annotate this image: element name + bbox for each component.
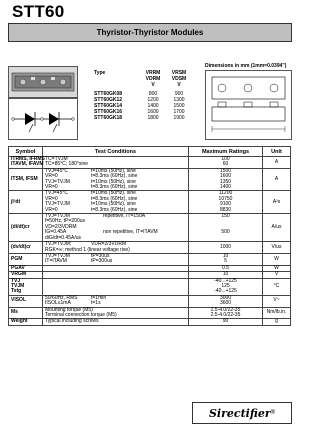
table-row <box>9 295 291 307</box>
table-row <box>9 253 291 265</box>
condition: VR=0 <box>45 206 58 213</box>
type-vrrm: 1800 <box>147 115 159 122</box>
condition-detail: tP=30us <box>91 252 110 259</box>
condition: Mounting torque (M5) <box>45 306 93 313</box>
condition-detail: VDR=2/3VDRM <box>91 241 127 248</box>
unit-blank <box>92 82 140 90</box>
value: -40...+125 <box>214 277 237 284</box>
condition: VR=0 <box>45 195 58 202</box>
condition: IT=ITAVM <box>45 258 67 265</box>
unit: g <box>263 319 291 325</box>
value: 100 <box>221 156 230 162</box>
value: 2.5-4.0/22-35 <box>210 311 241 318</box>
unit: W <box>263 253 291 265</box>
brand-name: Sirectifier <box>208 406 271 420</box>
circuit-diagram <box>8 98 78 140</box>
condition: RGK=∞; method 1 (linear voltage rise) <box>45 246 130 253</box>
value: 11200 <box>218 190 233 197</box>
dimension-drawing <box>205 70 292 140</box>
unit: A <box>263 168 291 191</box>
type-name: STT60GK16 <box>94 109 123 116</box>
max-ratings-header: Maximum Ratings <box>189 147 263 157</box>
ratings-table <box>8 146 291 326</box>
condition: TVJ=TVJM <box>45 213 70 220</box>
type-table <box>92 70 192 122</box>
type-vrsm: 1500 <box>173 103 185 110</box>
table-row <box>9 307 291 319</box>
table-row <box>9 168 291 191</box>
condition: IG=0.45A <box>45 229 67 236</box>
value: 10750 <box>218 195 233 202</box>
type-header: Type <box>94 70 106 76</box>
value: 9100 <box>219 201 232 208</box>
type-vrrm: 800 <box>148 90 158 97</box>
condition-detail: t=8.3ms (60Hz), sine <box>91 195 138 202</box>
unit: V <box>263 272 291 278</box>
value: 1600 <box>219 173 232 180</box>
condition-detail: t=1s <box>91 300 101 307</box>
condition: TVJ=TVJM <box>45 252 70 259</box>
symbol: ITSM, IFSM <box>11 175 38 182</box>
type-vrsm: 1900 <box>173 115 185 122</box>
type-vrrm: 1600 <box>147 109 159 116</box>
condition: TVJ=TVJM <box>45 201 70 208</box>
dimensions-note: Dimensions in mm (1mm=0.0394") <box>205 63 287 69</box>
unit-header: Unit <box>263 147 291 157</box>
table-row <box>9 191 291 214</box>
value: 125 <box>221 282 230 289</box>
symbol: (dv/dt)cr <box>11 243 31 250</box>
value: 5 <box>224 258 227 265</box>
vdsm-header: VDSM <box>171 76 187 83</box>
condition-detail: t=10ms (50Hz), sine <box>91 201 136 208</box>
condition-detail: repetitive, IT=150A <box>103 213 146 220</box>
symbol: Ms <box>11 309 18 316</box>
symbol: VRGM <box>11 271 26 278</box>
type-name: STT60GK14 <box>94 103 123 110</box>
value: 1350 <box>219 178 232 185</box>
symbol: ∫i²dt <box>11 198 21 205</box>
symbol: Weight <box>11 318 28 325</box>
condition-detail: t=1min <box>91 294 107 301</box>
table-row <box>9 278 291 295</box>
condition: TVJ=45°C <box>45 190 68 197</box>
condition: VR=0 <box>45 173 58 180</box>
condition: diG/dt=0.45A/us <box>45 234 81 241</box>
unit: °C <box>263 278 291 295</box>
type-name: STT60GK08 <box>94 90 123 97</box>
symbol: VISOL <box>11 297 27 304</box>
value: 150 <box>221 213 230 220</box>
value: 90 <box>222 318 229 325</box>
type-name: STT60GK18 <box>94 115 123 122</box>
value: 2.5-4.0/22-35 <box>210 306 241 313</box>
value: 10 <box>222 271 229 278</box>
unit: V/us <box>263 242 291 254</box>
condition: TVJ=TVJM <box>45 178 70 185</box>
type-vrrm: 1400 <box>147 103 159 110</box>
symbol: (di/dt)cr <box>11 223 30 230</box>
value: 60 <box>222 161 229 168</box>
page-title: STT60 <box>12 2 65 21</box>
registered-mark: ® <box>270 410 276 416</box>
value: 0.5 <box>222 264 229 271</box>
unit: V~ <box>263 295 291 307</box>
unit-v-2: V <box>177 82 181 89</box>
condition: Typical including screws <box>45 318 99 325</box>
condition: VD=2/3VDRM <box>45 223 77 230</box>
product-banner: Thyristor-Thyristor Modules <box>8 23 292 42</box>
symbol: ITRMS, IFRMS <box>11 156 45 162</box>
condition: TC=TVJM <box>45 156 68 162</box>
condition-detail: t=8.3ms (60Hz), sine <box>91 184 138 191</box>
condition: f=50Hz, tP=200us <box>45 218 86 225</box>
unit: A/us <box>263 214 291 242</box>
unit: A²s <box>263 191 291 214</box>
condition: TVJ=TVJM; <box>45 241 72 248</box>
condition-detail: t=8.3ms (60Hz), sine <box>91 206 138 213</box>
condition-detail: t=10ms (50Hz), sine <box>91 178 136 185</box>
unit: Nm/lb.in. <box>263 307 291 319</box>
type-vrsm: 1300 <box>173 96 185 103</box>
condition-detail: t=8.3ms (60Hz), sine <box>91 173 138 180</box>
value: 1400 <box>219 184 232 191</box>
type-vrsm: 900 <box>174 90 184 97</box>
table-row <box>9 157 291 169</box>
condition-detail: tP=300us <box>91 258 113 265</box>
conditions-header: Test Conditions <box>43 147 189 157</box>
condition: IISOL≤1mA <box>45 300 71 307</box>
condition: Terminal connection torque (M5) <box>45 311 117 318</box>
type-row <box>92 115 192 121</box>
value: 1500 <box>219 167 232 174</box>
symbol: TVJ <box>11 277 21 284</box>
brand-logo <box>192 402 292 424</box>
condition: VR=0 <box>45 184 58 191</box>
ratings-header-row <box>9 147 291 157</box>
table-row <box>9 242 291 254</box>
value: -40...+125 <box>214 288 237 295</box>
type-table-units <box>92 82 192 90</box>
vrrm-header: VRRM <box>145 70 161 76</box>
vrsm-header: VRSM <box>171 70 187 76</box>
value: 3000 <box>219 294 232 301</box>
type-vrrm: 1200 <box>147 96 159 103</box>
symbol: Tstg <box>11 288 22 295</box>
value: 1000 <box>219 243 232 250</box>
table-row <box>9 214 291 242</box>
vdrm-header: VDRM <box>145 76 161 83</box>
type-name: STT60GK12 <box>94 96 123 103</box>
value: 500 <box>221 229 230 236</box>
value: 3600 <box>219 300 232 307</box>
condition-detail: non repetitive, IT=ITAVM <box>103 229 158 236</box>
table-row <box>9 319 291 325</box>
value: 8830 <box>219 206 232 213</box>
unit: W <box>263 265 291 271</box>
condition: TC=85°C; 180°sine <box>45 161 89 168</box>
symbol: PGAV <box>11 264 25 271</box>
condition: TVJ=45°C <box>45 167 68 174</box>
module-photo <box>8 66 78 98</box>
type-vrsm: 1700 <box>173 109 185 116</box>
symbol: PGM <box>11 255 23 262</box>
condition-detail: t=10ms (50Hz), sine <box>91 167 136 174</box>
symbol: ITAVM, IFAVM <box>11 161 44 168</box>
symbol: TVJM <box>11 282 25 289</box>
unit-v-1: V <box>151 82 155 89</box>
symbol-header: Symbol <box>9 147 43 157</box>
condition-detail: t=10ms (50Hz), sine <box>91 190 136 197</box>
condition: 50/60Hz, RMS <box>45 294 78 301</box>
unit: A <box>263 157 291 169</box>
value: 10 <box>222 252 229 259</box>
